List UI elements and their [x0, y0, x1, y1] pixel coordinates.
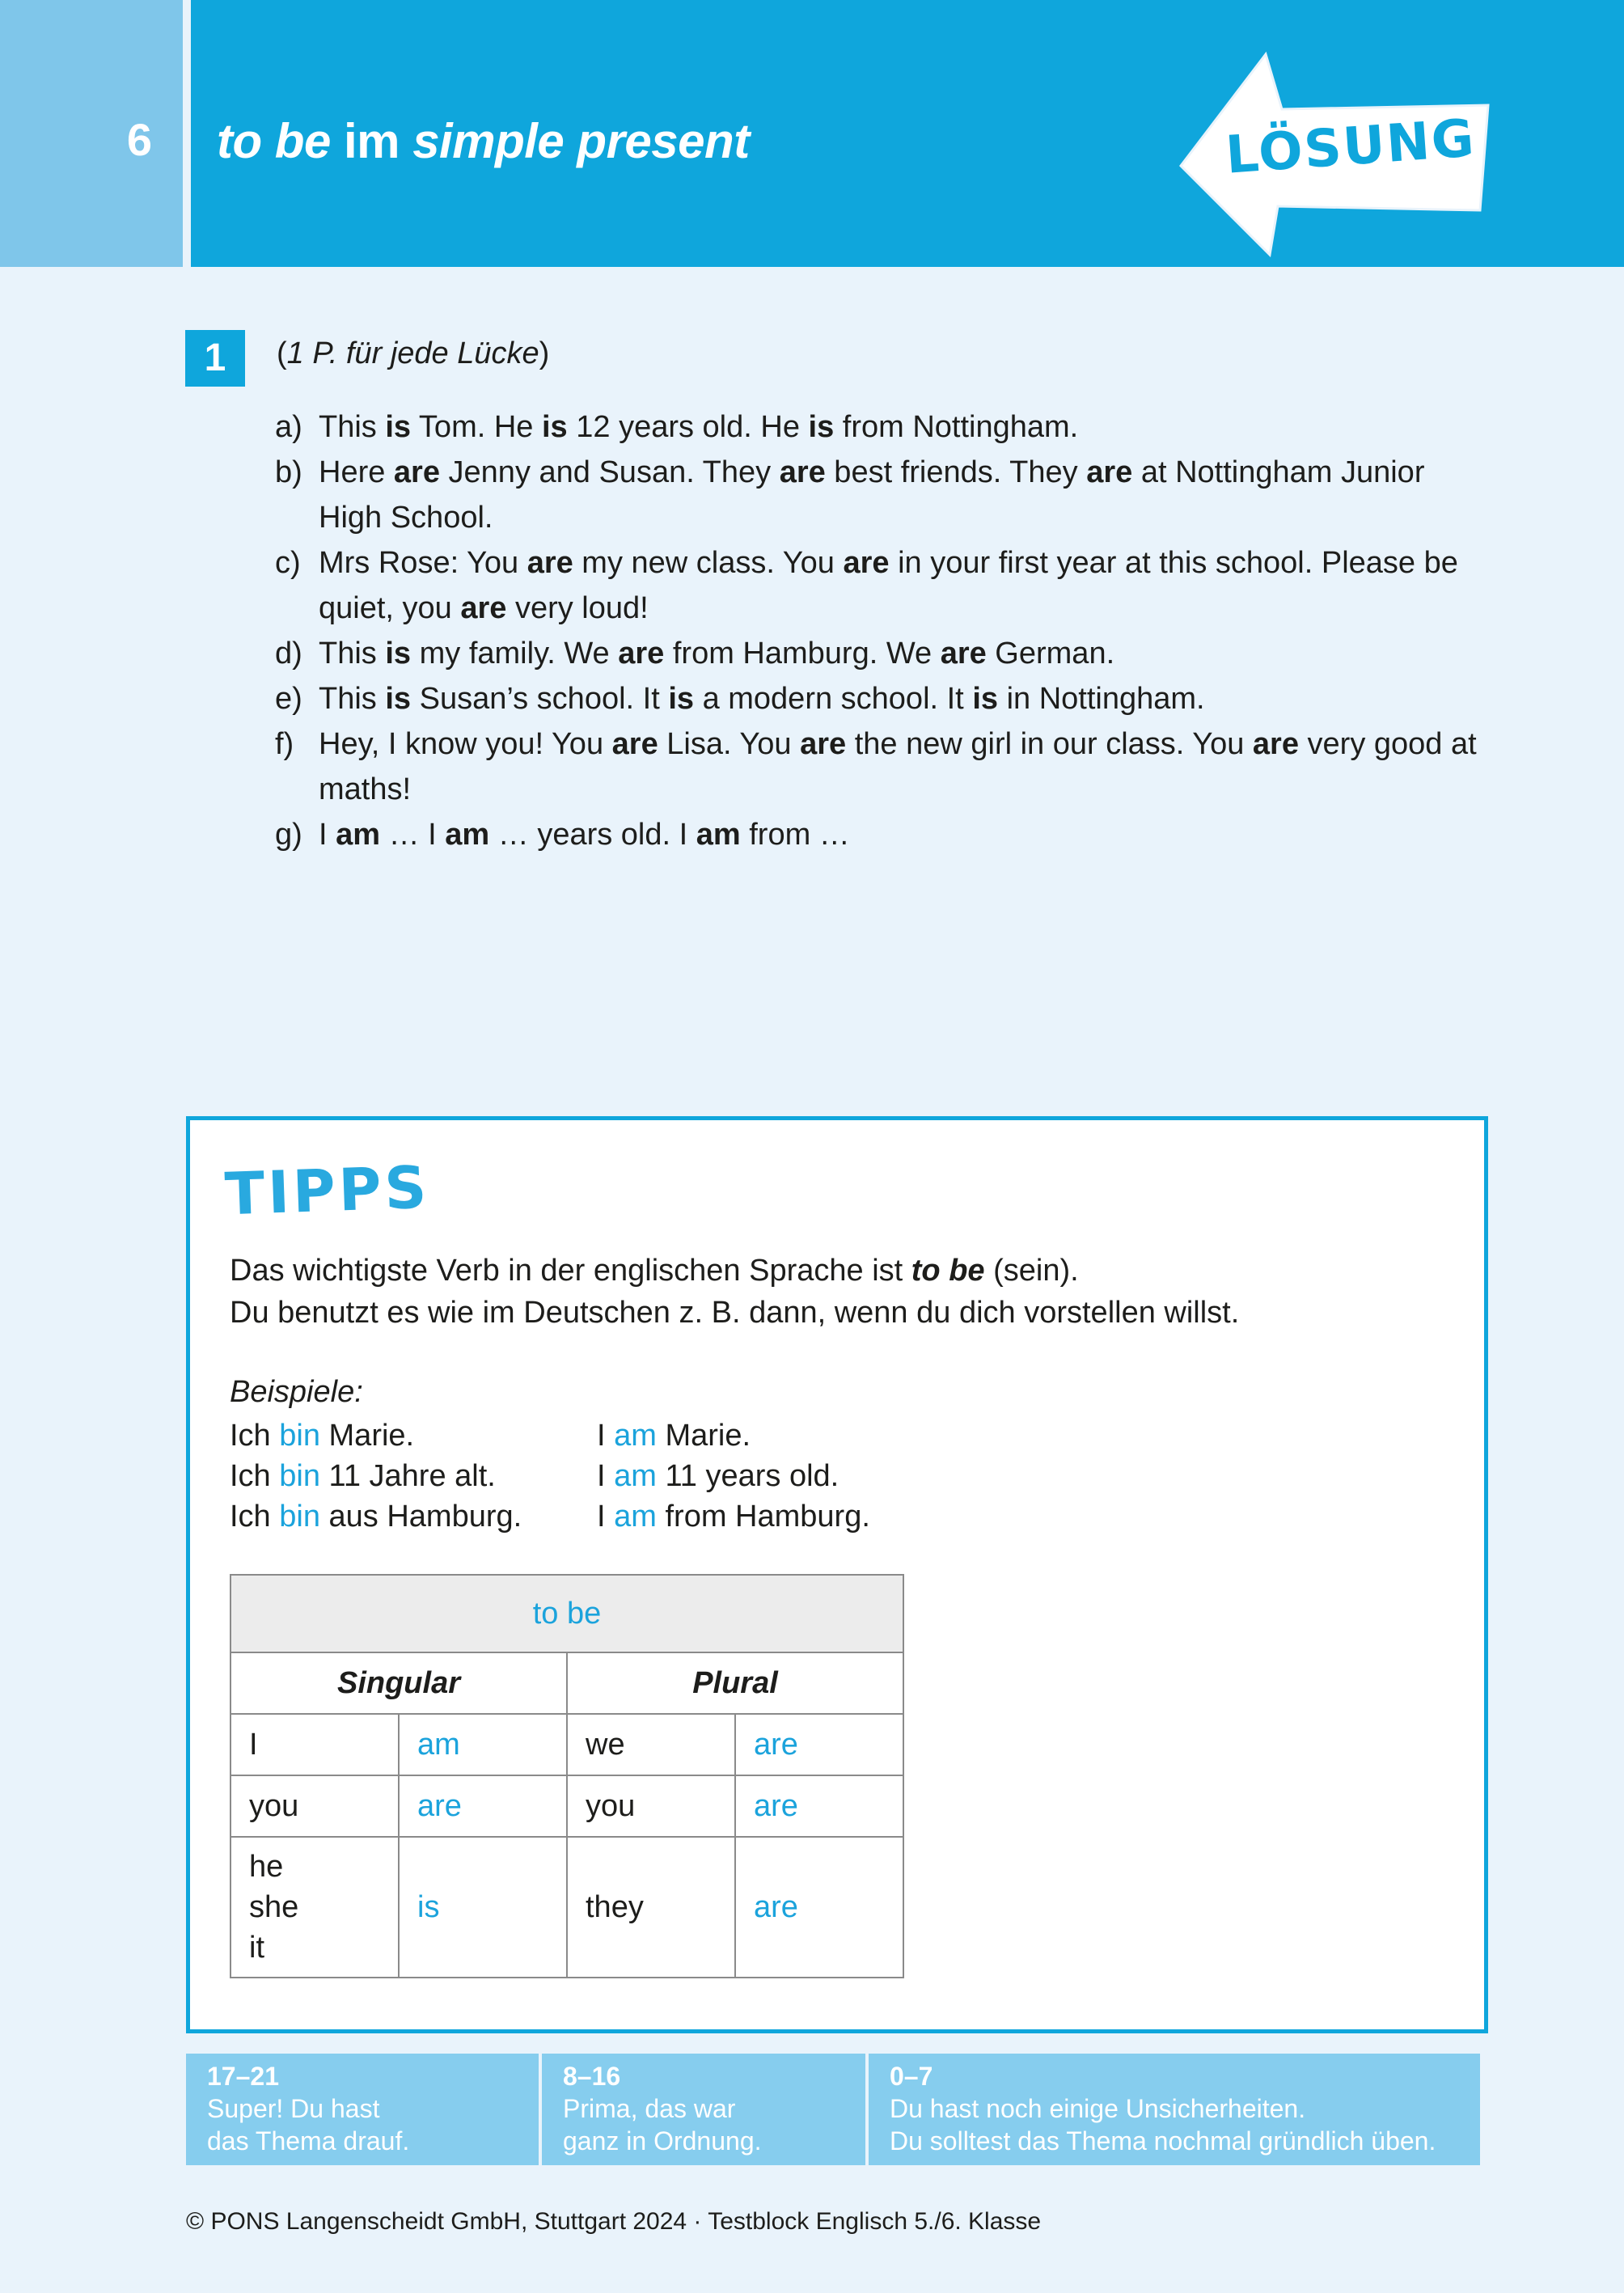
footer-copyright: © PONS Langenscheidt GmbH, Stuttgart 2024 · Testblock Englisch 5./6. Klasse: [186, 2208, 1042, 2235]
answer-item: c) Mrs Rose: You are my new class. You are in your first year at this school. Please be quiet, you are very loud!: [275, 546, 1458, 625]
column-singular: Singular: [230, 1652, 567, 1714]
score-cell: 17–21 Super! Du hast das Thema drauf.: [207, 2062, 410, 2156]
page-title: to be im simple present: [217, 114, 750, 168]
english-examples: [597, 1415, 870, 1537]
examples-heading: Beispiele:: [230, 1375, 363, 1409]
example-en: I am 11 years old.: [597, 1459, 839, 1493]
answer-item: a) This is Tom. He is 12 years old. He is from Nottingham.: [275, 410, 1079, 444]
exercise-points-note: (1 P. für jede Lücke): [277, 336, 550, 370]
conjugation-table: [230, 1574, 904, 1978]
table-title: to be: [230, 1575, 903, 1652]
answer-item: f) Hey, I know you! You are Lisa. You are the new girl in our class. You are very good at maths!: [275, 727, 1477, 806]
answer-list: [275, 404, 1488, 857]
tips-title: TIPPS: [223, 1153, 431, 1229]
table-row: he she it is they are: [230, 1837, 903, 1978]
german-examples: [230, 1415, 522, 1537]
example-de: Ich bin Marie.: [230, 1419, 415, 1453]
score-cell: 8–16 Prima, das war ganz in Ordnung.: [563, 2062, 762, 2156]
tips-explanation: Das wichtigste Verb in der englischen Sprache ist to be (sein). Du benutzt es wie im Deutschen z. B. dann, wenn du dich vorstellen willst.: [230, 1254, 1240, 1330]
table-row: I am we are: [230, 1714, 903, 1775]
score-bar: [186, 2054, 1480, 2165]
example-en: I am from Hamburg.: [597, 1500, 870, 1534]
answer-item: e) This is Susan’s school. It is a modern school. It is in Nottingham.: [275, 682, 1205, 716]
answer-item: d) This is my family. We are from Hamburg. We are German.: [275, 637, 1115, 671]
exercise-number: 1: [185, 330, 245, 387]
answer-item: g) I am … I am … years old. I am from …: [275, 818, 850, 852]
answer-item: b) Here are Jenny and Susan. They are best friends. They are at Nottingham Junior High School.: [275, 455, 1425, 535]
score-cell: 0–7 Du hast noch einige Unsicherheiten. Du solltest das Thema nochmal gründlich üben.: [890, 2062, 1436, 2156]
example-en: I am Marie.: [597, 1419, 751, 1453]
chapter-number: 6: [126, 114, 152, 165]
example-de: Ich bin 11 Jahre alt.: [230, 1459, 496, 1493]
table-row: you are you are: [230, 1775, 903, 1837]
column-plural: Plural: [567, 1652, 903, 1714]
solution-label: LÖSUNG: [1224, 108, 1478, 186]
example-de: Ich bin aus Hamburg.: [230, 1500, 522, 1534]
